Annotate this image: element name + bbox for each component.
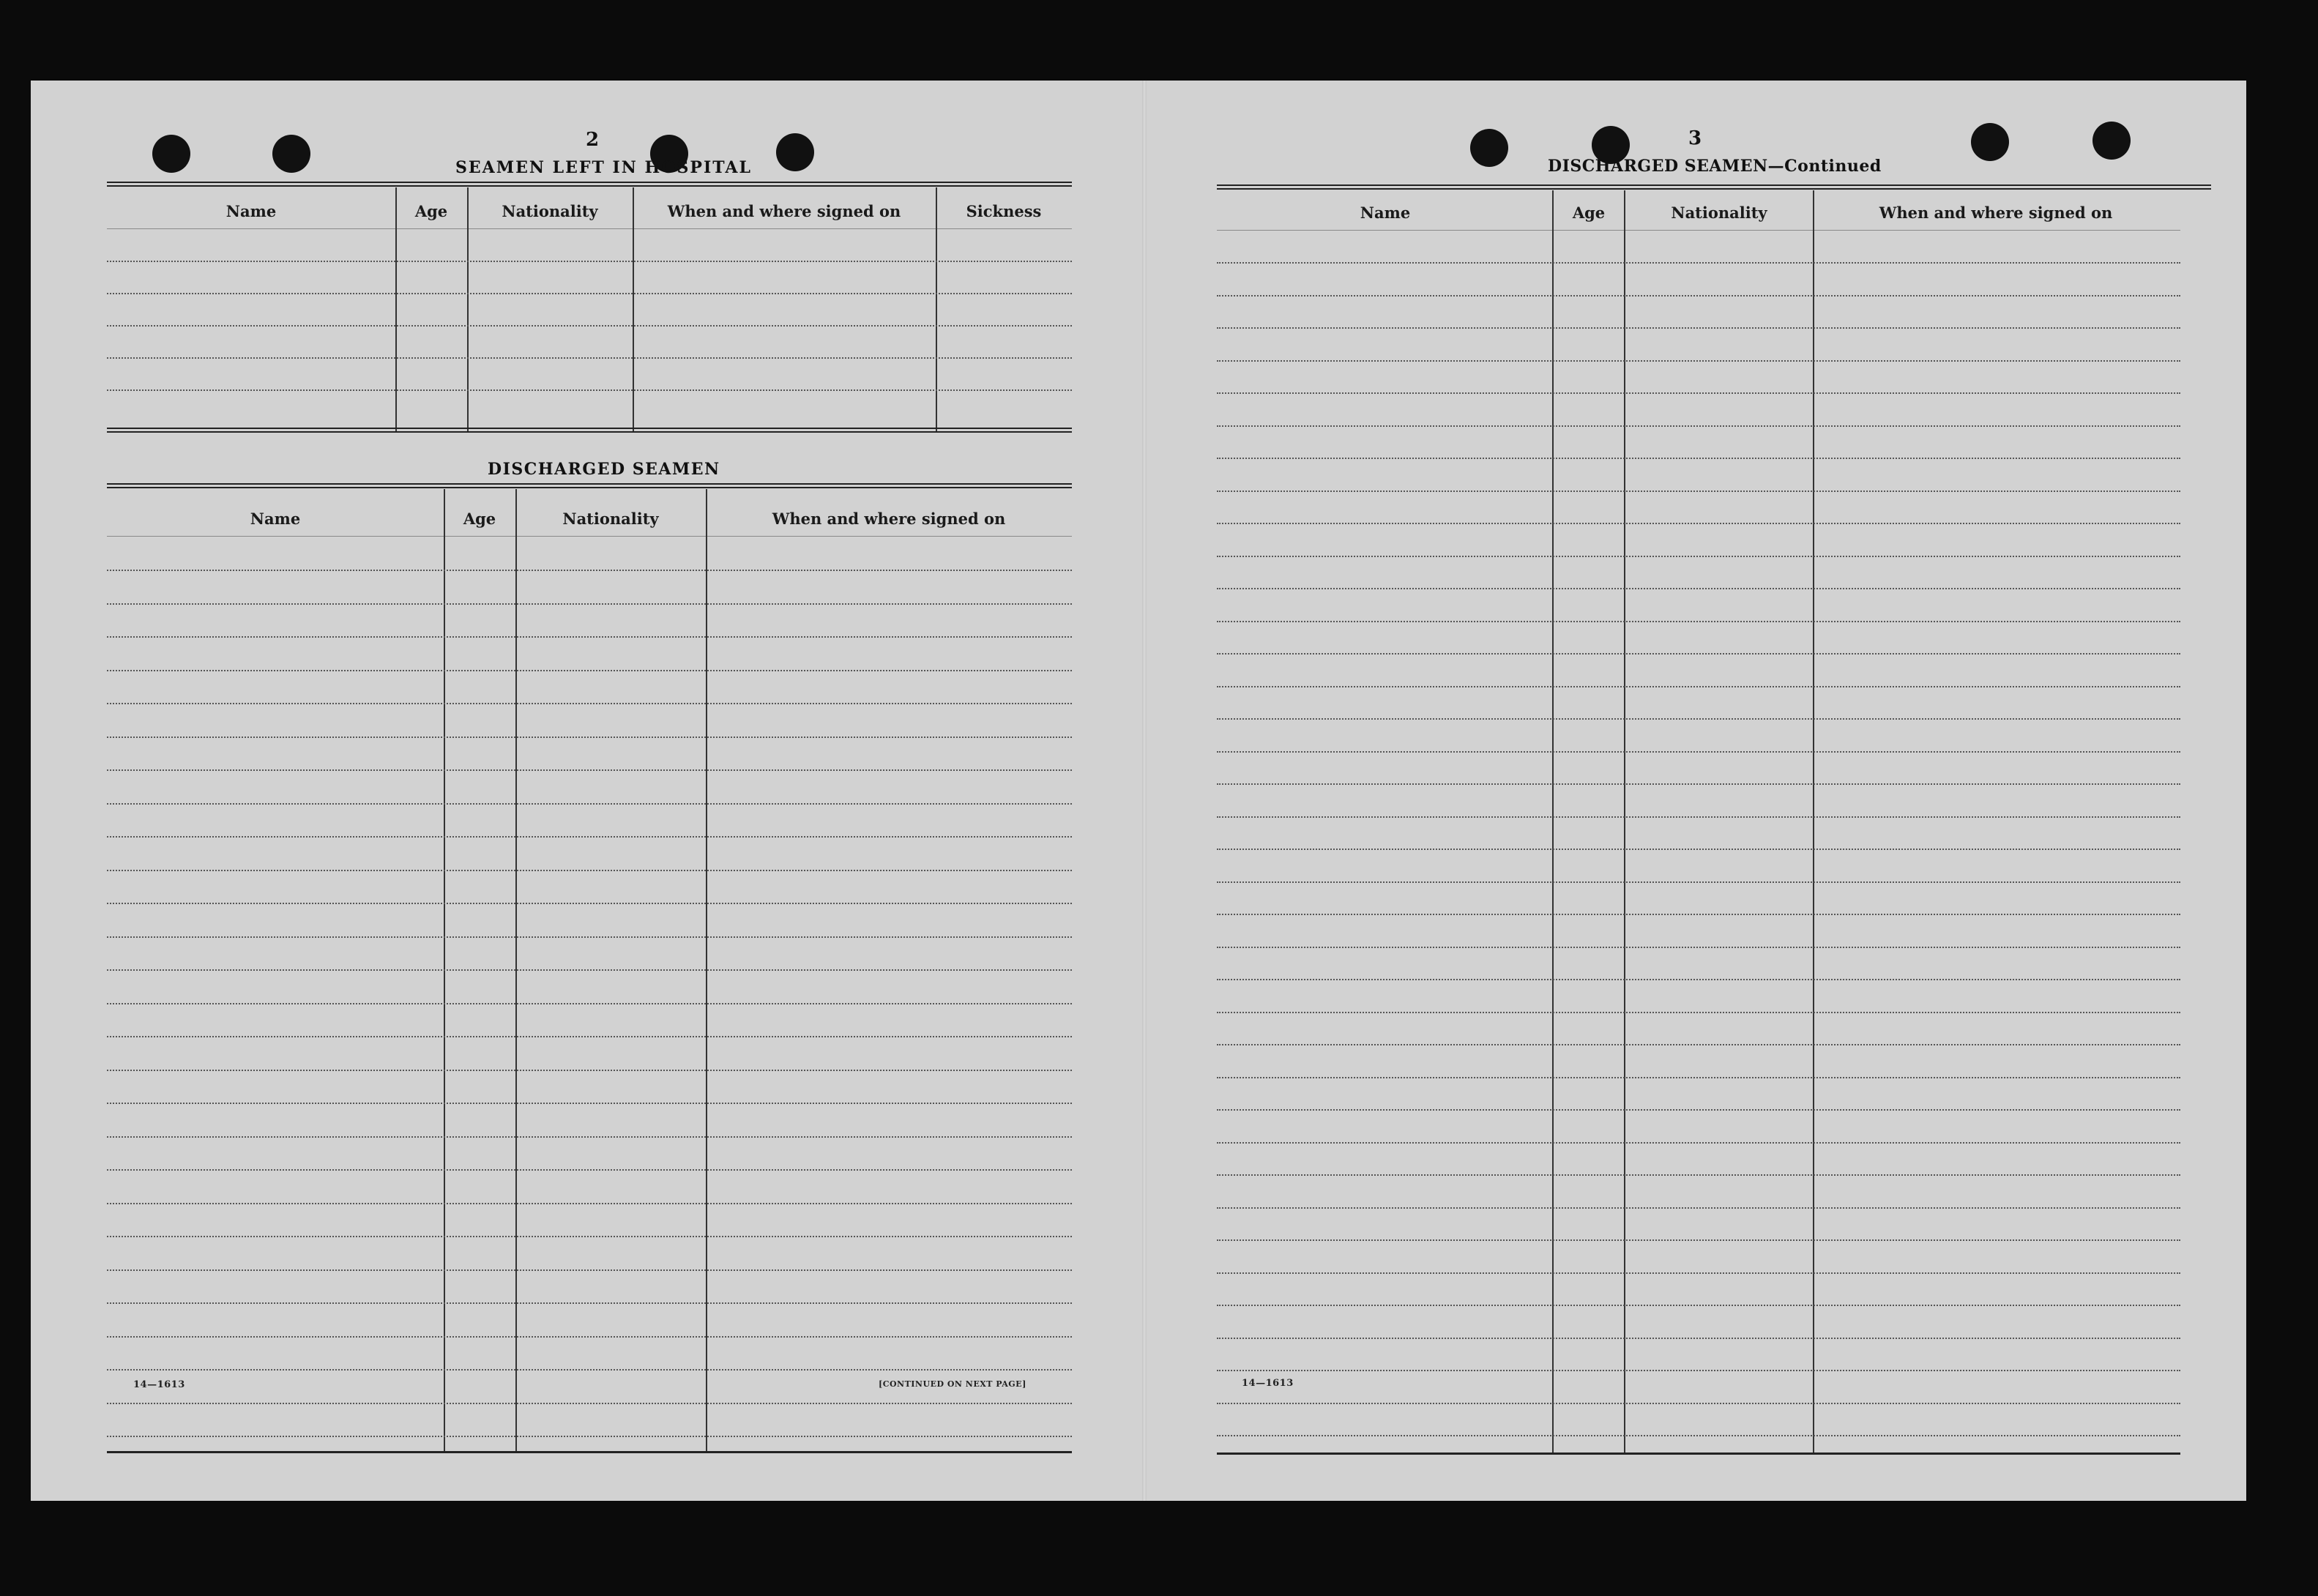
entry-row bbox=[1217, 392, 2180, 394]
entry-row bbox=[1217, 425, 2180, 427]
punch-hole bbox=[1470, 129, 1508, 167]
page-number-right: 3 bbox=[1688, 127, 1702, 149]
entry-row bbox=[107, 1302, 1072, 1304]
entry-row bbox=[1217, 327, 2180, 329]
table-top-rule bbox=[107, 182, 1072, 187]
entry-row bbox=[107, 389, 1072, 391]
header-underline bbox=[107, 536, 1072, 537]
column-divider bbox=[515, 489, 517, 1453]
entry-row bbox=[1217, 1077, 2180, 1078]
entry-row bbox=[1217, 262, 2180, 264]
page-fold bbox=[1142, 81, 1147, 1501]
header-underline bbox=[107, 228, 1072, 229]
entry-row bbox=[1217, 588, 2180, 589]
entry-row bbox=[107, 769, 1072, 771]
col-header-nationality: Nationality bbox=[502, 202, 598, 220]
col-header-age: Age bbox=[414, 202, 448, 220]
entry-row bbox=[1217, 1109, 2180, 1111]
entry-row bbox=[107, 703, 1072, 704]
entry-row bbox=[107, 1269, 1072, 1271]
discharged-section-title-left: DISCHARGED SEAMEN bbox=[488, 460, 720, 479]
entry-row bbox=[107, 636, 1072, 638]
entry-row bbox=[1217, 1012, 2180, 1013]
entry-row bbox=[1217, 295, 2180, 297]
table-top-rule bbox=[107, 483, 1072, 488]
entry-row bbox=[107, 1336, 1072, 1338]
entry-row bbox=[107, 325, 1072, 327]
entry-row bbox=[1217, 686, 2180, 687]
form-number-right: 14—1613 bbox=[1242, 1378, 1294, 1389]
entry-row bbox=[1217, 360, 2180, 362]
col-header-name: Name bbox=[1360, 204, 1411, 222]
ledger-sheet bbox=[31, 81, 2246, 1501]
entry-row bbox=[107, 1036, 1072, 1037]
entry-row bbox=[1217, 491, 2180, 492]
col-header-age: Age bbox=[1572, 204, 1606, 222]
entry-row bbox=[107, 293, 1072, 294]
entry-row bbox=[1217, 881, 2180, 883]
col-header-sickness: Sickness bbox=[966, 202, 1042, 220]
col-header-when-where: When and where signed on bbox=[667, 202, 901, 220]
table-top-rule bbox=[1217, 184, 2211, 190]
column-divider bbox=[936, 187, 937, 432]
hospital-table bbox=[107, 182, 1072, 430]
discharged-section-title-right: DISCHARGED SEAMEN—Continued bbox=[1548, 157, 1882, 176]
punch-hole bbox=[776, 133, 814, 171]
entry-row bbox=[1217, 718, 2180, 720]
column-divider bbox=[1813, 190, 1814, 1454]
column-divider bbox=[1624, 190, 1625, 1454]
entry-row bbox=[1217, 751, 2180, 753]
entry-row bbox=[1217, 783, 2180, 785]
col-header-when-where: When and where signed on bbox=[772, 510, 1006, 528]
col-header-name: Name bbox=[250, 510, 301, 528]
entry-row bbox=[107, 603, 1072, 605]
col-header-nationality: Nationality bbox=[562, 510, 659, 528]
column-divider bbox=[706, 489, 707, 1453]
continued-note: [CONTINUED ON NEXT PAGE] bbox=[879, 1379, 1026, 1389]
entry-row bbox=[1217, 1272, 2180, 1274]
column-divider bbox=[467, 187, 469, 432]
discharged-table-left bbox=[107, 483, 1072, 1453]
form-number-left: 14—1613 bbox=[133, 1379, 185, 1390]
table-bottom-rule bbox=[107, 1451, 1072, 1453]
entry-row bbox=[1217, 1338, 2180, 1339]
entry-row bbox=[1217, 1403, 2180, 1404]
entry-row bbox=[107, 803, 1072, 805]
table-bottom-rule bbox=[1217, 1453, 2180, 1455]
entry-row bbox=[107, 836, 1072, 838]
entry-row bbox=[107, 1203, 1072, 1204]
entry-row bbox=[1217, 556, 2180, 557]
entry-row bbox=[1217, 1142, 2180, 1144]
hospital-section-title: SEAMEN LEFT IN HOSPITAL bbox=[455, 158, 752, 177]
punch-hole bbox=[1971, 123, 2009, 161]
entry-row bbox=[1217, 523, 2180, 524]
table-bottom-rule bbox=[107, 428, 1072, 433]
entry-row bbox=[107, 737, 1072, 738]
entry-row bbox=[107, 1136, 1072, 1138]
entry-row bbox=[107, 969, 1072, 971]
entry-row bbox=[107, 670, 1072, 671]
entry-row bbox=[1217, 979, 2180, 980]
entry-row bbox=[1217, 621, 2180, 622]
entry-row bbox=[107, 1436, 1072, 1437]
col-header-nationality: Nationality bbox=[1671, 204, 1767, 222]
entry-row bbox=[1217, 1435, 2180, 1436]
punch-hole bbox=[2092, 122, 2131, 160]
entry-row bbox=[107, 903, 1072, 904]
entry-row bbox=[1217, 1207, 2180, 1209]
entry-row bbox=[1217, 947, 2180, 948]
entry-row bbox=[107, 1070, 1072, 1071]
col-header-name: Name bbox=[226, 202, 277, 220]
header-underline bbox=[1217, 230, 2180, 231]
entry-row bbox=[107, 357, 1072, 359]
page-number-left: 2 bbox=[586, 129, 600, 151]
entry-row bbox=[107, 1103, 1072, 1104]
entry-row bbox=[1217, 1239, 2180, 1241]
entry-row bbox=[1217, 1174, 2180, 1176]
column-divider bbox=[395, 187, 397, 432]
entry-row bbox=[107, 1369, 1072, 1371]
entry-row bbox=[107, 936, 1072, 938]
col-header-age: Age bbox=[463, 510, 496, 528]
entry-row bbox=[107, 1003, 1072, 1004]
entry-row bbox=[107, 870, 1072, 871]
col-header-when-where: When and where signed on bbox=[1879, 204, 2113, 222]
entry-row bbox=[1217, 914, 2180, 915]
column-divider bbox=[444, 489, 445, 1453]
entry-row bbox=[107, 261, 1072, 262]
entry-row bbox=[1217, 458, 2180, 459]
entry-row bbox=[107, 1403, 1072, 1404]
punch-hole bbox=[152, 135, 190, 173]
entry-row bbox=[107, 570, 1072, 571]
entry-row bbox=[107, 1236, 1072, 1237]
entry-row bbox=[107, 1169, 1072, 1171]
entry-row bbox=[1217, 849, 2180, 850]
entry-row bbox=[1217, 816, 2180, 818]
entry-row bbox=[1217, 1305, 2180, 1306]
entry-row bbox=[1217, 1370, 2180, 1371]
entry-row bbox=[1217, 1044, 2180, 1045]
discharged-table-right bbox=[1217, 184, 2211, 1454]
entry-row bbox=[1217, 653, 2180, 655]
punch-hole bbox=[272, 135, 310, 173]
column-divider bbox=[633, 187, 634, 432]
column-divider bbox=[1552, 190, 1554, 1454]
